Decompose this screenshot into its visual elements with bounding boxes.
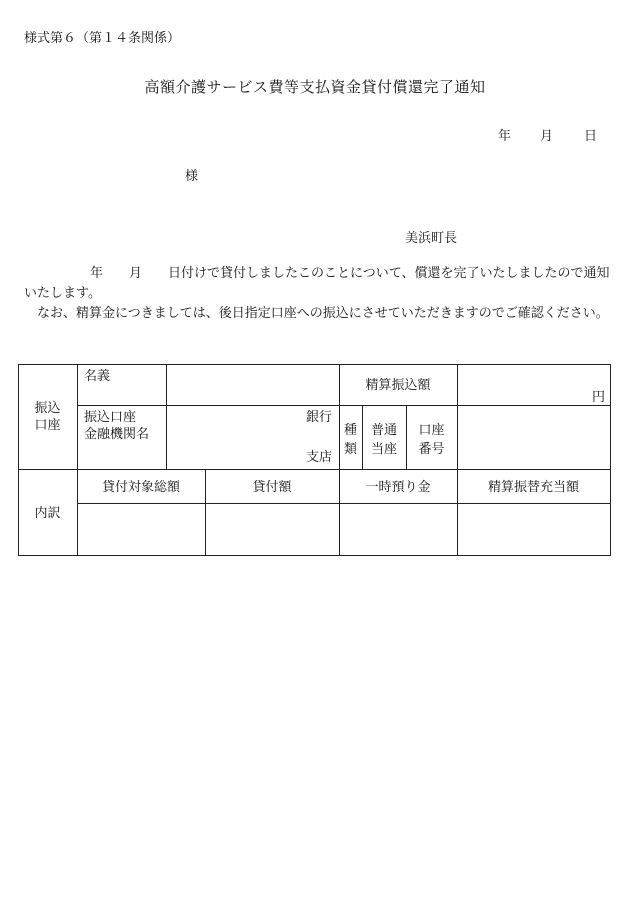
table-border bbox=[18, 364, 611, 365]
transfer-account-line2: 口座 bbox=[34, 418, 61, 433]
table-border bbox=[78, 503, 611, 504]
page-title: 高額介護サービス費等支払資金貸付償還完了通知 bbox=[144, 78, 486, 96]
account-number-line2: 番号 bbox=[418, 442, 445, 457]
table-border bbox=[457, 364, 458, 556]
column-header-total-loan: 貸付対象総額 bbox=[101, 480, 180, 495]
account-number-label bbox=[406, 421, 457, 459]
table-border bbox=[610, 364, 611, 556]
bank-account-line: 振込口座 bbox=[84, 410, 137, 425]
addressee-suffix: 様 bbox=[185, 169, 199, 184]
account-type-options bbox=[362, 421, 406, 459]
table-border bbox=[18, 469, 611, 470]
column-header-settlement-allocation: 精算振替充当額 bbox=[487, 480, 579, 495]
breakdown-label: 内訳 bbox=[34, 506, 61, 521]
column-header-deposit: 一時預り金 bbox=[365, 480, 431, 495]
notice-paragraph-2: なお、精算金につきましては、後日指定口座への振込にさせていただきますのでご確認ください。 bbox=[37, 306, 609, 321]
column-header-loan-amount: 貸付額 bbox=[252, 480, 292, 495]
institution-line: 金融機関名 bbox=[84, 427, 150, 442]
name-label: 名義 bbox=[84, 369, 111, 384]
table-border bbox=[166, 364, 167, 469]
bank-account-label bbox=[84, 409, 149, 443]
yen-unit: 円 bbox=[592, 390, 606, 405]
transfer-account-label bbox=[18, 400, 77, 434]
sender-name: 美浜町長 bbox=[405, 231, 458, 246]
bank-suffix: 銀行 bbox=[306, 410, 333, 425]
date-month-label: 月 bbox=[540, 129, 554, 144]
table-border bbox=[77, 364, 78, 556]
form-number: 様式第６（第１４条関係） bbox=[24, 31, 181, 46]
table-border bbox=[78, 405, 611, 406]
account-type-line2: 当座 bbox=[370, 442, 397, 457]
date-year-label: 年 bbox=[498, 129, 512, 144]
table-border bbox=[18, 555, 611, 556]
transfer-account-line1: 振込 bbox=[34, 401, 61, 416]
branch-suffix: 支店 bbox=[306, 450, 333, 465]
notice-paragraph-1: 年 月 日付けで貸付しましたこのことについて、償還を完了いたしましたので通知いたします。 bbox=[24, 266, 610, 301]
type-label bbox=[339, 421, 362, 459]
date-day-label: 日 bbox=[584, 129, 598, 144]
settlement-transfer-label: 精算振込額 bbox=[365, 378, 431, 393]
account-number-line1: 口座 bbox=[418, 423, 445, 438]
account-type-line1: 普通 bbox=[370, 423, 397, 438]
table-border bbox=[18, 364, 19, 556]
type-label-line1: 種 bbox=[343, 423, 357, 438]
type-label-line2: 類 bbox=[343, 442, 357, 457]
